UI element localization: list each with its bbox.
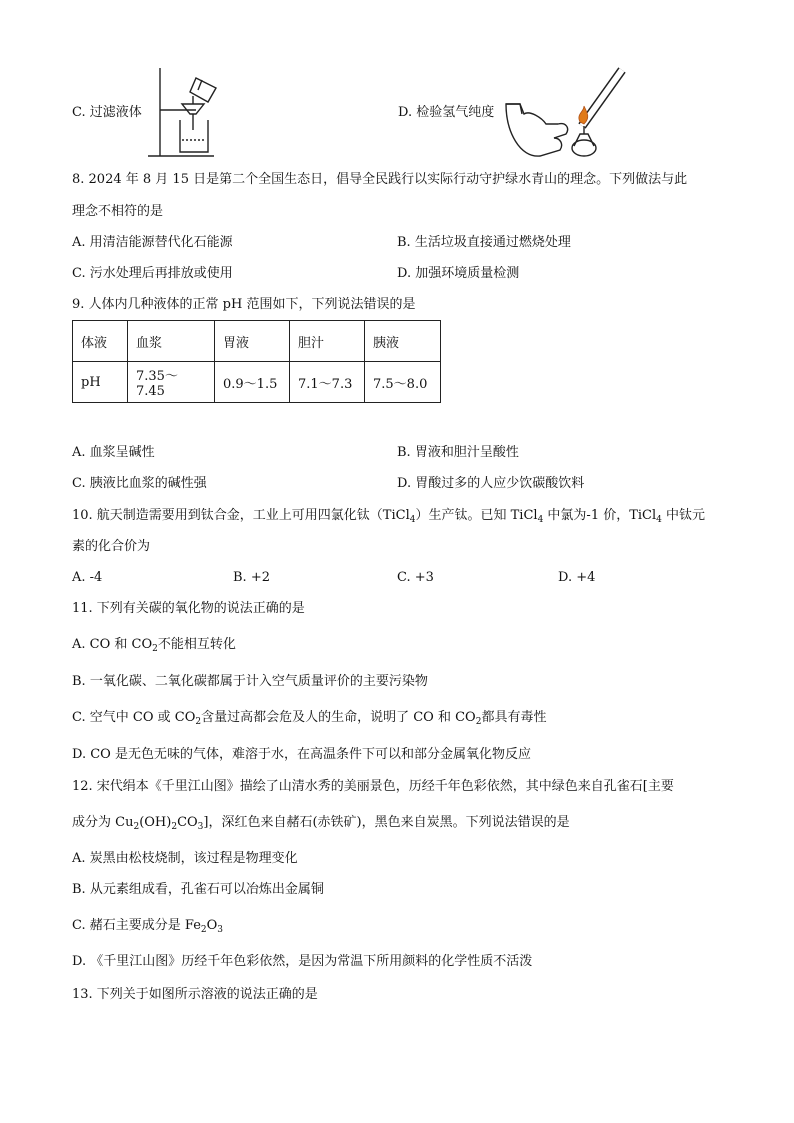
q9-option-c: C. 胰液比血浆的碱性强	[72, 476, 207, 491]
q12-stem-line1: 12. 宋代绢本《千里江山图》描绘了山清水秀的美丽景色，历经千年色彩依然，其中绿色来自孔雀石[主要	[72, 779, 674, 794]
table-cell: 7.1～7.3	[290, 362, 365, 403]
q10-option-b: B. +2	[233, 570, 270, 585]
table-cell: 7.5～8.0	[365, 362, 441, 403]
q9-option-b: B. 胃液和胆汁呈酸性	[397, 445, 519, 460]
q10-stem-line2: 素的化合价为	[72, 539, 151, 554]
table-cell: 胃液	[215, 321, 290, 362]
table-row	[73, 362, 441, 403]
hydrogen-purity-test-figure	[500, 62, 628, 162]
q8-stem-line2: 理念不相符的是	[72, 204, 164, 219]
table-cell: 0.9～1.5	[215, 362, 290, 403]
q11-stem: 11. 下列有关碳的氧化物的说法正确的是	[72, 601, 305, 616]
q10-option-d: D. +4	[558, 570, 596, 585]
ph-range-table	[72, 320, 441, 403]
q7-option-d: D. 检验氢气纯度	[398, 105, 495, 120]
table-cell: 胆汁	[290, 321, 365, 362]
q11-option-c: C. 空气中 CO 或 $CO_2$含量过高都会危及人的生命，说明了 CO 和 $CO_2$都具有毒性	[72, 710, 547, 727]
q12-option-d: D. 《千里江山图》历经千年色彩依然，是因为常温下所用颜料的化学性质不活泼	[72, 954, 533, 969]
q9-option-a: A. 血浆呈碱性	[72, 445, 155, 460]
q10-option-c: C. +3	[397, 570, 434, 585]
q11-option-a: A. CO 和 $CO_2$不能相互转化	[72, 637, 236, 654]
table-cell: 7.35～7.45	[128, 362, 215, 403]
q12-option-c: C. 赭石主要成分是 $Fe_2O_3$	[72, 918, 224, 935]
table-header-row	[73, 321, 441, 362]
filtration-apparatus-figure	[146, 64, 226, 160]
q8-stem-line1: 8. 2024 年 8 月 15 日是第二个全国生态日，倡导全民践行以实际行动守护绿水青山的理念。下列做法与此	[72, 172, 688, 187]
table-cell: 血浆	[128, 321, 215, 362]
q10-stem-line1: 10. 航天制造需要用到钛合金，工业上可用四氯化钛（TiCl$_4$）生产钛。已知 TiCl$_4$ 中氯为-1 价，TiCl$_4$ 中钛元	[72, 508, 706, 525]
q12-stem-line2: 成分为 $Cu_2(OH)_2CO_3$]，深红色来自赭石(赤铁矿)，黑色来自炭黑。下列说法错误的是	[72, 815, 570, 832]
q8-option-a: A. 用清洁能源替代化石能源	[72, 235, 233, 250]
q8-option-b: B. 生活垃圾直接通过燃烧处理	[397, 235, 571, 250]
q7-option-c: C. 过滤液体	[72, 105, 142, 120]
table-cell: pH	[73, 362, 128, 403]
q10-option-a: A. -4	[72, 570, 103, 585]
q9-option-d: D. 胃酸过多的人应少饮碳酸饮料	[397, 476, 585, 491]
q8-option-c: C. 污水处理后再排放或使用	[72, 266, 233, 281]
q13-stem: 13. 下列关于如图所示溶液的说法正确的是	[72, 987, 318, 1002]
q9-stem: 9. 人体内几种液体的正常 pH 范围如下，下列说法错误的是	[72, 297, 416, 312]
q12-option-a: A. 炭黑由松枝烧制，该过程是物理变化	[72, 851, 298, 866]
q12-option-b: B. 从元素组成看，孔雀石可以冶炼出金属铜	[72, 882, 324, 897]
q8-option-d: D. 加强环境质量检测	[397, 266, 520, 281]
table-cell: 胰液	[365, 321, 441, 362]
q11-option-d: D. CO 是无色无味的气体，难溶于水，在高温条件下可以和部分金属氧化物反应	[72, 747, 531, 762]
table-cell: 体液	[73, 321, 128, 362]
q11-option-b: B. 一氧化碳、二氧化碳都属于计入空气质量评价的主要污染物	[72, 674, 428, 689]
